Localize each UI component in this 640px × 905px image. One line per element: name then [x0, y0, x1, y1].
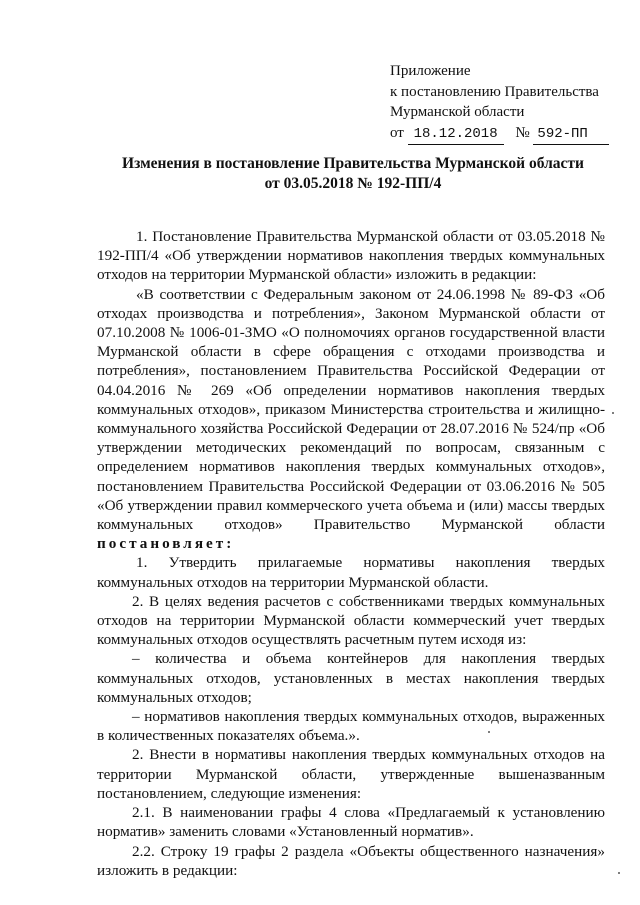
decree-date: 18.12.2018 [408, 124, 504, 146]
paragraph-6: – нормативов накопления твердых коммунальных отходов, выраженных в количественных показателях объема.». [97, 708, 605, 745]
paragraph-9: 2.2. Строку 19 графы 2 раздела «Объекты общественного назначения» изложить в редакции: [97, 842, 605, 879]
paragraph-4: 2. В целях ведения расчетов с собственниками твердых коммунальных отходов на территории Мурманской области коммерческий учет твердых коммунальных отходов осуществлять расчетным путем исходя из: [97, 592, 605, 649]
scan-speck [612, 412, 614, 414]
document-title [95, 154, 611, 194]
scan-speck [488, 731, 490, 733]
paragraph-8: 2.1. В наименовании графы 4 слова «Предлагаемый к установлению норматив» заменить словами «Установленный норматив». [97, 804, 605, 841]
appendix-heading: Приложение [390, 63, 471, 79]
document-body [97, 227, 605, 880]
appendix-reference: к постановлению Правительства [390, 83, 599, 100]
paragraph-3: 1. Утвердить прилагаемые нормативы накопления твердых коммунальных отходов на территории Мурманской области. [97, 554, 605, 591]
date-prefix: от [390, 124, 404, 141]
resolves-word: постановляет: [97, 535, 235, 553]
title-line-1: Изменения в постановление Правительства Мурманской области [122, 155, 584, 172]
number-prefix: № [515, 124, 530, 141]
paragraph-5: – количества и объема контейнеров для накопления твердых коммунальных отходов, установленных в местах накопления твердых коммунальных отходов; [97, 650, 605, 706]
title-line-2: от 03.05.2018 № 192-ПП/4 [264, 175, 442, 192]
appendix-region: Мурманской области [390, 104, 525, 120]
decree-number: 592-ПП [533, 124, 609, 146]
paragraph-1: 1. Постановление Правительства Мурманской области от 03.05.2018 № 192-ПП/4 «Об утверждении нормативов накопления твердых коммунальных отходов на территории Мурманской области» изложить в редакции: [97, 228, 605, 284]
scan-speck [618, 872, 620, 874]
paragraph-7: 2. Внести в нормативы накопления твердых коммунальных отходов на территории Мурманской области, утвержденные вышеназванным постановлением, следующие изменения: [97, 746, 605, 802]
appendix-date-line [390, 123, 609, 146]
paragraph-2 [97, 285, 605, 554]
paragraph-2-text: «В соответствии с Федеральным законом от 24.06.1998 № 89-ФЗ «Об отходах производства и потребления», Законом Мурманской области от 07.10.2008 № 1006-01-ЗМО «О полномочиях органов государственной власти Мурманской области в сфере обращения с отходами производства и потребления», постановлением Правительства Российской Федерации от 04.04.2016 № 269 «Об определении нормативов накопления твердых коммунальных отходов», приказом Министерства строительства и жилищно-коммунального хозяйства Российской Федерации от 28.07.2016 № 524/пр «Об утверждении методических рекомендаций по вопросам, связанным с определением нормативов накопления твердых коммунальных отходов», постановлением Правительства Российской Федерации от 03.06.2016 № 505 «Об утверждении правил коммерческого учета объема и (или) массы твердых коммунальных отходов» Правительство Мурманской области [97, 285, 605, 534]
appendix-block [390, 61, 609, 145]
